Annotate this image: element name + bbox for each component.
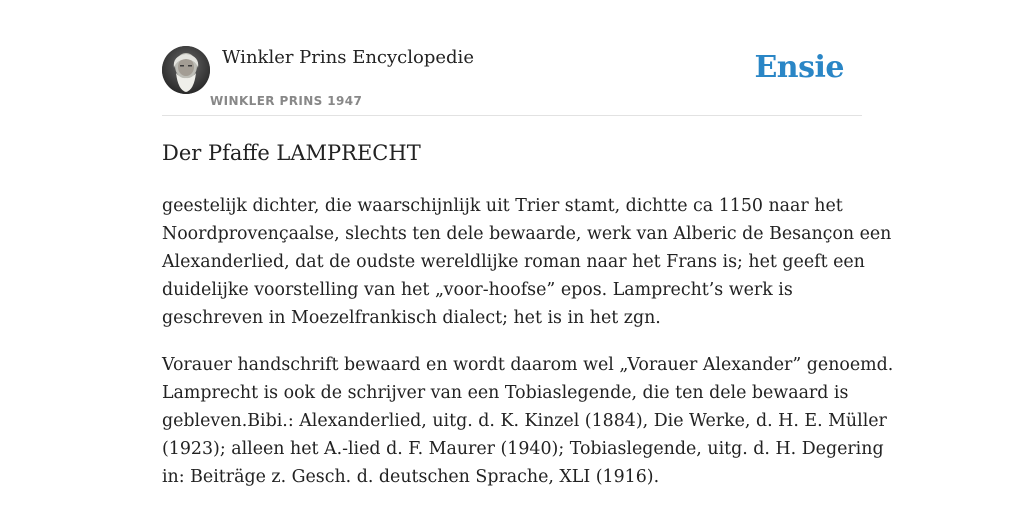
source-subtitle: WINKLER PRINS 1947 <box>210 94 363 108</box>
article-title: Der Pfaffe LAMPRECHT <box>162 141 421 165</box>
text-line: duidelijke voorstelling van het „voor-hoofse” epos. Lamprecht’s werk is <box>162 280 793 300</box>
source-title[interactable]: Winkler Prins Encyclopedie <box>222 47 474 68</box>
header-divider <box>162 115 862 116</box>
text-line: geestelijk dichter, die waarschijnlijk uit Trier stamt, dichtte ca 1150 naar het <box>162 196 843 216</box>
text-line: gebleven.Bibi.: Alexanderlied, uitg. d. K. Kinzel (1884), Die Werke, d. H. E. Müller <box>162 411 887 431</box>
source-header <box>162 46 862 116</box>
text-line: geschreven in Moezelfrankisch dialect; het is in het zgn. <box>162 308 661 328</box>
text-line: Vorauer handschrift bewaard en wordt daarom wel „Vorauer Alexander” genoemd. <box>162 355 894 375</box>
article-body <box>162 192 894 510</box>
text-line: Lamprecht is ook de schrijver van een Tobiaslegende, die ten dele bewaard is <box>162 383 849 403</box>
portrait-photo-icon[interactable] <box>162 46 210 94</box>
ensie-logo-link[interactable]: Ensie <box>754 50 844 85</box>
article-paragraph <box>162 351 894 491</box>
text-line: in: Beiträge z. Gesch. d. deutschen Sprache, XLI (1916). <box>162 467 660 487</box>
text-line: (1923); alleen het A.-lied d. F. Maurer (1940); Tobiaslegende, uitg. d. H. Degering <box>162 439 884 459</box>
portrait-photo-image <box>162 46 210 94</box>
text-line: Alexanderlied, dat de oudste wereldlijke roman naar het Frans is; het geeft een <box>162 252 865 272</box>
article-paragraph <box>162 192 892 332</box>
text-line: Noordprovençaalse, slechts ten dele bewaarde, werk van Alberic de Besançon een <box>162 224 892 244</box>
